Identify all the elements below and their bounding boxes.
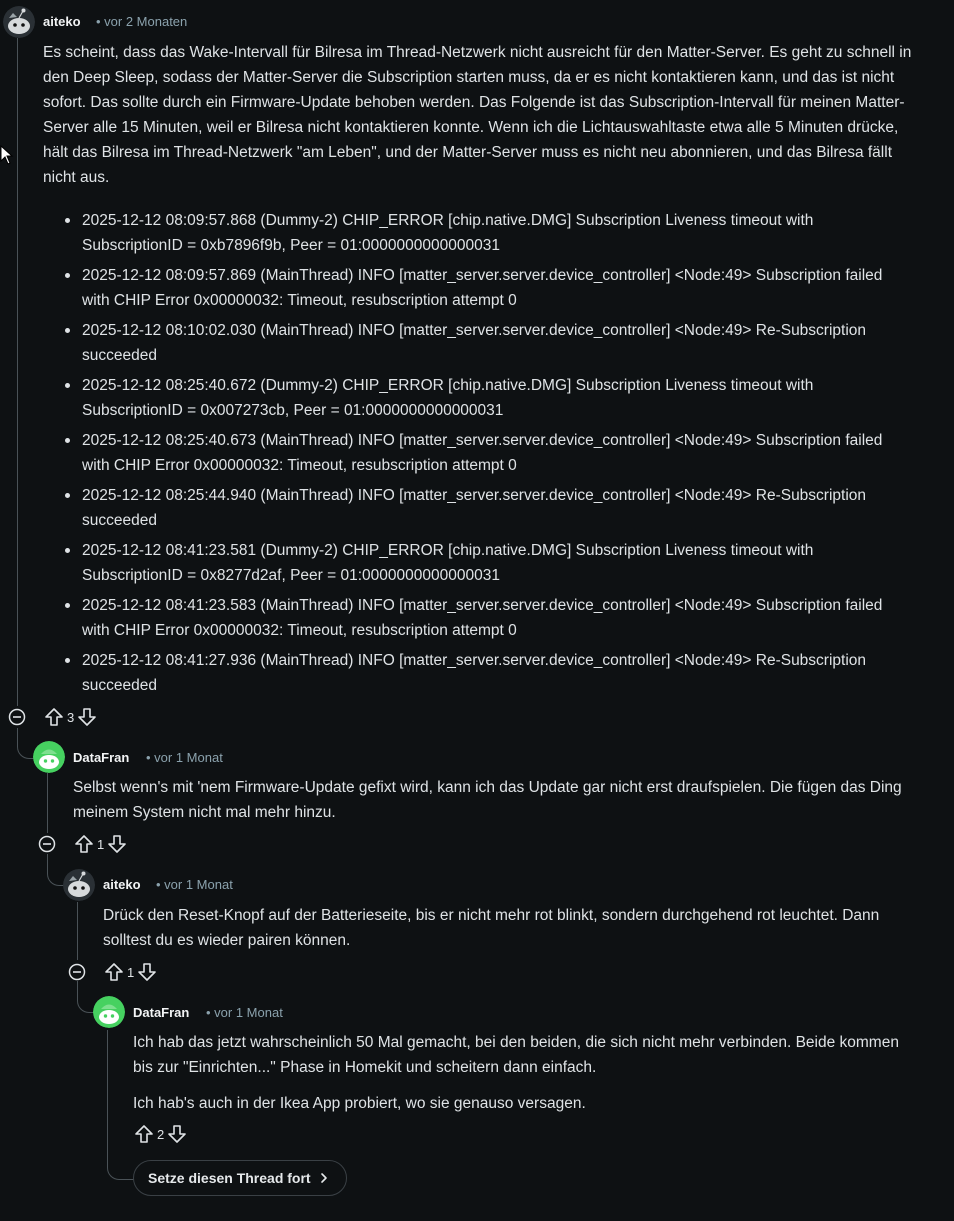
comment-paragraph: Selbst wenn's mit 'nem Firmware-Update gefixt wird, kann ich das Update gar nicht erst draufspielen. Die fügen das Ding meinem System nicht mal mehr hinzu.	[73, 779, 902, 821]
downvote-icon[interactable]	[166, 1123, 188, 1145]
upvote-icon[interactable]	[133, 1123, 155, 1145]
snoo-avatar-icon	[3, 6, 35, 38]
comment-author[interactable]: DataFran	[73, 750, 130, 765]
log-entry: 2025-12-12 08:09:57.869 (MainThread) INFO [matter_server.server.device_controller] <Node:49> Subscription failed with CHIP Error 0x00000032: Timeout, resubscription attempt 0	[43, 263, 903, 313]
log-list	[43, 208, 903, 703]
comment-author[interactable]: aiteko	[103, 877, 141, 892]
comment-author[interactable]: aiteko	[43, 14, 81, 29]
comment-paragraph: Ich hab das jetzt wahrscheinlich 50 Mal gemacht, bei den beiden, die sich nicht mehr verbinden. Beide kommen bis zur "Einrichten..." Phase in Homekit und scheitern dann einfach.	[133, 1034, 899, 1076]
vote-bar	[43, 706, 98, 728]
upvote-icon[interactable]	[43, 706, 65, 728]
snoo-avatar-green-icon	[33, 741, 65, 773]
avatar[interactable]	[3, 6, 35, 38]
upvote-icon[interactable]	[103, 961, 125, 983]
downvote-icon[interactable]	[76, 706, 98, 728]
log-entry: 2025-12-12 08:10:02.030 (MainThread) INFO [matter_server.server.device_controller] <Node:49> Re-Subscription succeeded	[43, 318, 903, 368]
comment-body	[133, 1030, 903, 1116]
comment-paragraph: Es scheint, dass das Wake-Intervall für Bilresa im Thread-Netzwerk nicht ausreicht für den Matter-Server. Es geht zu schnell in den Deep Sleep, sodass der Matter-Server die Subscription starten muss, da er es nicht kontaktieren kann, und das ist nicht sofort. Das sollte durch ein Firmware-Update behoben werden. Das Folgende ist das Subscription-Intervall für meinen Matter-Server alle 15 Minuten, weil er Bilresa nicht kontaktieren konnte. Wenn ich die Lichtauswahltaste etwa alle 5 Minuten drücke, hält das Bilresa im Thread-Netzwerk "am Leben", und der Matter-Server muss es nicht neu abonnieren, und das Bilresa fällt nicht aus.	[43, 44, 912, 186]
vote-count: 3	[67, 709, 75, 725]
comment-body	[103, 903, 893, 953]
log-entry: 2025-12-12 08:41:23.583 (MainThread) INFO [matter_server.server.device_controller] <Node:49> Subscription failed with CHIP Error 0x00000032: Timeout, resubscription attempt 0	[43, 593, 903, 643]
comment-body	[73, 775, 903, 825]
comment-timestamp[interactable]: • vor 1 Monat	[146, 750, 223, 765]
continue-thread-label: Setze diesen Thread fort	[148, 1170, 311, 1186]
log-entry: 2025-12-12 08:41:23.581 (Dummy-2) CHIP_ERROR [chip.native.DMG] Subscription Liveness timeout with SubscriptionID = 0x8277d2af, Peer = 01:0000000000000031	[43, 538, 903, 588]
thread-branch-0	[17, 728, 34, 759]
thread-line-level-2[interactable]	[77, 902, 78, 960]
avatar[interactable]	[33, 741, 65, 773]
thread-branch-continue	[107, 1030, 134, 1180]
comment-author[interactable]: DataFran	[133, 1005, 190, 1020]
comment-paragraph: Ich hab's auch in der Ikea App probiert, wo sie genauso versagen.	[133, 1095, 586, 1112]
log-entry: 2025-12-12 08:25:40.672 (Dummy-2) CHIP_ERROR [chip.native.DMG] Subscription Liveness timeout with SubscriptionID = 0x007273cb, Peer = 01:0000000000000031	[43, 373, 903, 423]
log-entry: 2025-12-12 08:25:44.940 (MainThread) INFO [matter_server.server.device_controller] <Node:49> Re-Subscription succeeded	[43, 483, 903, 533]
mouse-cursor-icon	[0, 145, 14, 165]
log-entry: 2025-12-12 08:41:27.936 (MainThread) INFO [matter_server.server.device_controller] <Node:49> Re-Subscription succeeded	[43, 648, 903, 698]
vote-bar	[73, 833, 128, 855]
avatar[interactable]	[63, 869, 95, 901]
upvote-icon[interactable]	[73, 833, 95, 855]
comment-body	[43, 40, 923, 190]
collapse-icon[interactable]	[8, 708, 26, 726]
vote-count: 1	[127, 964, 135, 980]
comment-paragraph: Drück den Reset-Knopf auf der Batterieseite, bis er nicht mehr rot blinkt, sondern durchgehend rot leuchtet. Dann solltest du es wieder pairen können.	[103, 907, 880, 949]
comment-timestamp[interactable]: • vor 2 Monaten	[96, 14, 188, 29]
snoo-avatar-icon	[63, 869, 95, 901]
avatar[interactable]	[93, 996, 125, 1028]
collapse-icon[interactable]	[68, 963, 86, 981]
chevron-right-icon	[317, 1171, 331, 1185]
comment-timestamp[interactable]: • vor 1 Monat	[156, 877, 233, 892]
collapse-icon[interactable]	[38, 835, 56, 853]
thread-branch-2	[77, 981, 94, 1013]
vote-count: 2	[157, 1126, 165, 1142]
continue-thread-button[interactable]	[133, 1160, 347, 1196]
thread-branch-1	[47, 854, 64, 886]
comment-timestamp[interactable]: • vor 1 Monat	[206, 1005, 283, 1020]
vote-bar	[133, 1123, 188, 1145]
thread-line-level-1[interactable]	[47, 773, 48, 833]
vote-bar	[103, 961, 158, 983]
downvote-icon[interactable]	[136, 961, 158, 983]
snoo-avatar-green-icon	[93, 996, 125, 1028]
log-entry: 2025-12-12 08:09:57.868 (Dummy-2) CHIP_ERROR [chip.native.DMG] Subscription Liveness timeout with SubscriptionID = 0xb7896f9b, Peer = 01:0000000000000031	[43, 208, 903, 258]
log-entry: 2025-12-12 08:25:40.673 (MainThread) INFO [matter_server.server.device_controller] <Node:49> Subscription failed with CHIP Error 0x00000032: Timeout, resubscription attempt 0	[43, 428, 903, 478]
downvote-icon[interactable]	[106, 833, 128, 855]
thread-line-level-0[interactable]	[17, 38, 18, 706]
vote-count: 1	[97, 836, 105, 852]
